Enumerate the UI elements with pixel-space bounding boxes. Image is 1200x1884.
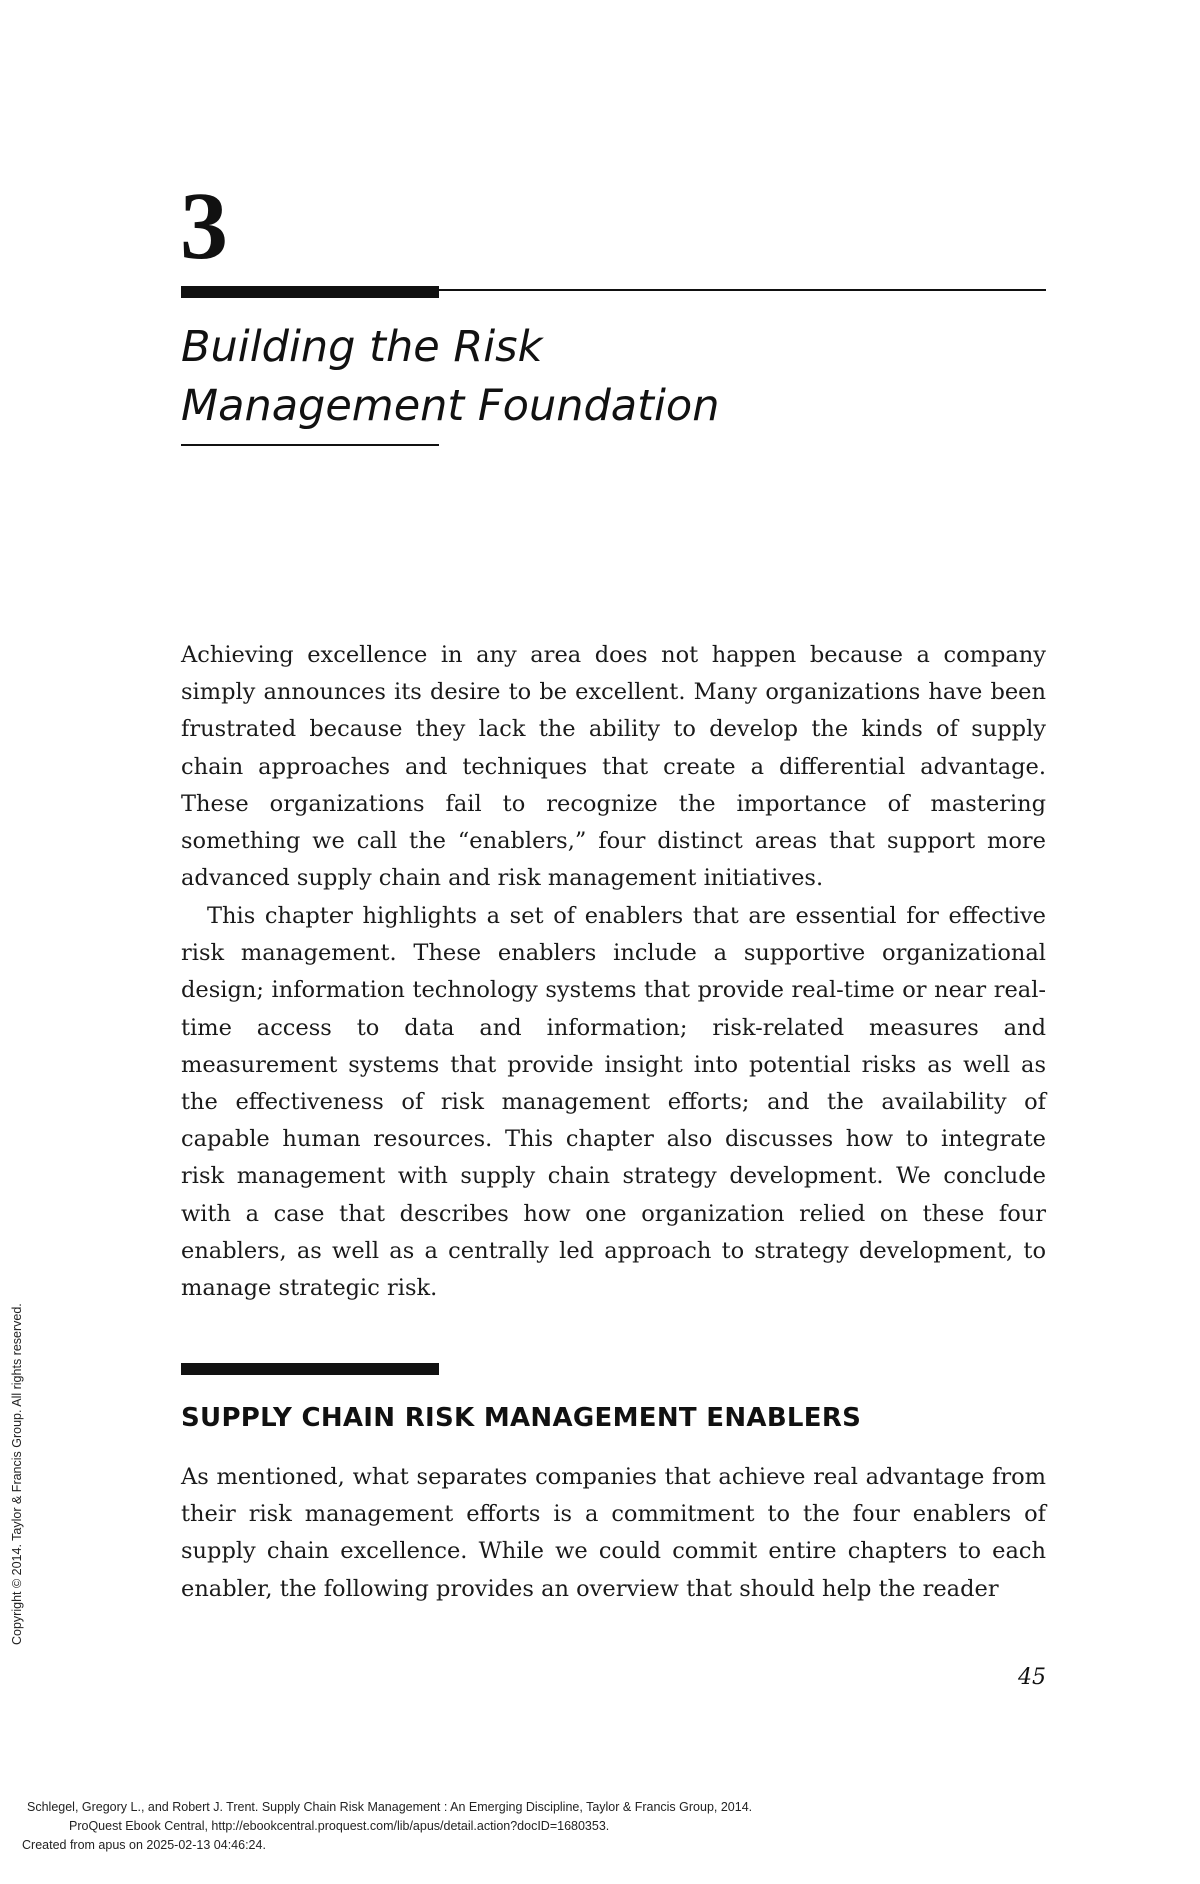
footer-citation-block <box>22 1798 753 1855</box>
chapter-title-line-1: Building the Risk <box>181 322 543 372</box>
chapter-number: 3 <box>180 172 228 279</box>
intro-paragraph-1: Achieving excellence in any area does not happen because a company simply announces its desire to be excellent. Many organizations have been frustrated because they lack the ability to develop the kinds of supply chain approaches and techniques that create a differential advantage. These organizations fail to recognize the importance of mastering something we call the “enablers,” four distinct areas that support more advanced supply chain and risk management initiatives. <box>181 642 1046 892</box>
chapter-rule-thin <box>439 289 1046 291</box>
chapter-rule-thick <box>181 286 439 298</box>
chapter-title <box>181 318 881 436</box>
footer-created-date: Created from apus on 2025-02-13 04:46:24. <box>22 1838 266 1852</box>
footer-citation: Schlegel, Gregory L., and Robert J. Trent. Supply Chain Risk Management : An Emerging Discipline, Taylor & Francis Group, 2014. <box>27 1800 753 1814</box>
intro-paragraph-2: This chapter highlights a set of enablers that are essential for effective risk management. These enablers include a supportive organizational design; information technology systems that provide real-time or near real-time access to data and information; risk-related measures and measurement systems that provide insight into potential risks as well as the effectiveness of risk management efforts; and the availability of capable human resources. This chapter also discusses how to integrate risk management with supply chain strategy development. We conclude with a case that describes how one organization relied on these four enablers, as well as a centrally led approach to strategy development, to manage strategic risk. <box>181 903 1046 1302</box>
section-paragraph: As mentioned, what separates companies that achieve real advantage from their risk management efforts is a commitment to the four enablers of supply chain excellence. While we could commit entire chapters to each enabler, the following provides an overview that should help the reader <box>181 1464 1046 1602</box>
chapter-title-line-2: Management Foundation <box>181 381 720 431</box>
section-rule-thick <box>181 1363 439 1375</box>
footer-source-link: ProQuest Ebook Central, http://ebookcentral.proquest.com/lib/apus/detail.action?docID=1680353. <box>69 1819 610 1833</box>
title-underline-rule <box>181 444 439 446</box>
page-number: 45 <box>1018 1665 1046 1690</box>
section-heading: SUPPLY CHAIN RISK MANAGEMENT ENABLERS <box>181 1403 862 1433</box>
side-copyright-notice: Copyright © 2014. Taylor & Francis Group. All rights reserved. <box>10 1303 24 1645</box>
